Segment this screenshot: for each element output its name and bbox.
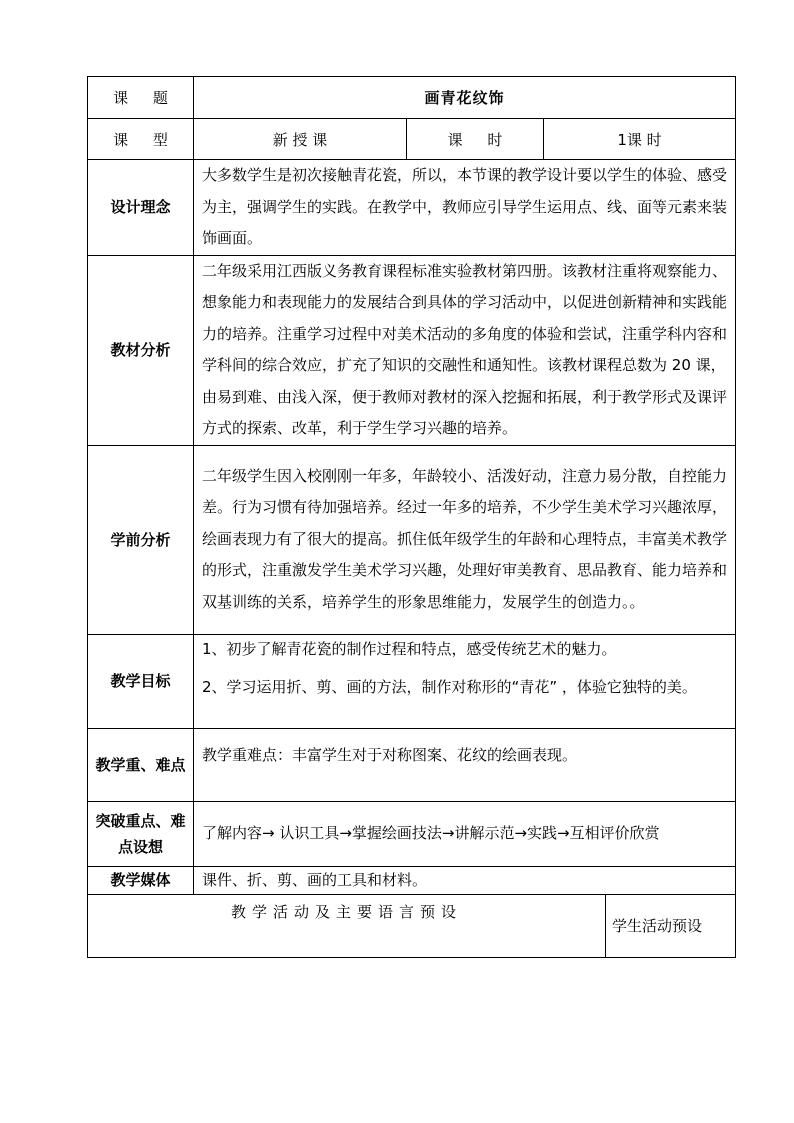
learner-row [88,445,736,634]
media-row [88,866,736,894]
activities-row [88,894,736,957]
design-row [88,160,736,256]
material-label: 教材分析 [88,255,194,445]
breakthrough-text: 了解内容→ 认识工具→掌握绘画技法→讲解示范→实践→互相评价欣赏 [194,801,736,866]
lesson-plan-table [87,76,736,958]
hours-label: 课 时 [407,119,544,160]
goal-item: 2、学习运用折、剪、画的方法，制作对称形的“青花” ，体验它独特的美。 [202,677,697,696]
type-value: 新 授 课 [194,119,407,160]
breakthrough-label: 突破重点、难点设想 [88,801,194,866]
type-label: 课 型 [88,119,194,160]
goals-cell [194,634,736,728]
student-activities-header: 学生活动预设 [606,894,736,957]
media-text: 课件、折、剪、画的工具和材料。 [194,866,736,894]
keypoints-row [88,728,736,801]
type-row [88,119,736,160]
material-row [88,255,736,445]
goals-label: 教学目标 [88,634,194,728]
media-label: 教学媒体 [88,866,194,894]
learner-text: 二年级学生因入校刚刚一年多，年龄较小、活泼好动，注意力易分散，自控能力差。行为习惯有待加强培养。经过一年多的培养，不少学生美术学习兴趣浓厚，绘画表现力有了很大的提高。抓住低年级学生的年龄和心理特点，丰富美术教学的形式，注重激发学生美术学习兴趣，处理好审美教育、思品教育、能力培养和双基训练的关系，培养学生的形象思维能力，发展学生的创造力。。 [194,445,736,634]
topic-row [88,77,736,119]
goals-row [88,634,736,728]
keypoints-label: 教学重、难点 [88,728,194,801]
hours-value: 1课 时 [544,119,736,160]
keypoints-text: 教学重难点：丰富学生对于对称图案、花纹的绘画表现。 [194,728,736,801]
material-text: 二年级采用江西版义务教育课程标准实验教材第四册。该教材注重将观察能力、想象能力和表现能力的发展结合到具体的学习活动中，以促进创新精神和实践能力的培养。注重学习过程中对美术活动的多角度的体验和尝试，注重学科内容和学科间的综合效应，扩充了知识的交融性和通知性。该教材课程总数为 20 课，由易到难、由浅入深，便于教师对教材的深入挖掘和拓展，利于教学形式及课评方式的探索、改革，利于学生学习兴趣的培养。 [194,255,736,445]
breakthrough-row [88,801,736,866]
design-text: 大多数学生是初次接触青花瓷，所以，本节课的教学设计要以学生的体验、感受为主，强调学生的实践。在教学中，教师应引导学生运用点、线、面等元素来装饰画面。 [194,160,736,256]
topic-label: 课 题 [88,77,194,119]
design-label: 设计理念 [88,160,194,256]
learner-label: 学前分析 [88,445,194,634]
lesson-title: 画青花纹饰 [194,77,736,119]
teacher-activities-header: 教学活动及主要语言预设 [88,894,606,957]
goal-item: 1、初步了解青花瓷的制作过程和特点，感受传统艺术的魅力。 [202,639,617,658]
